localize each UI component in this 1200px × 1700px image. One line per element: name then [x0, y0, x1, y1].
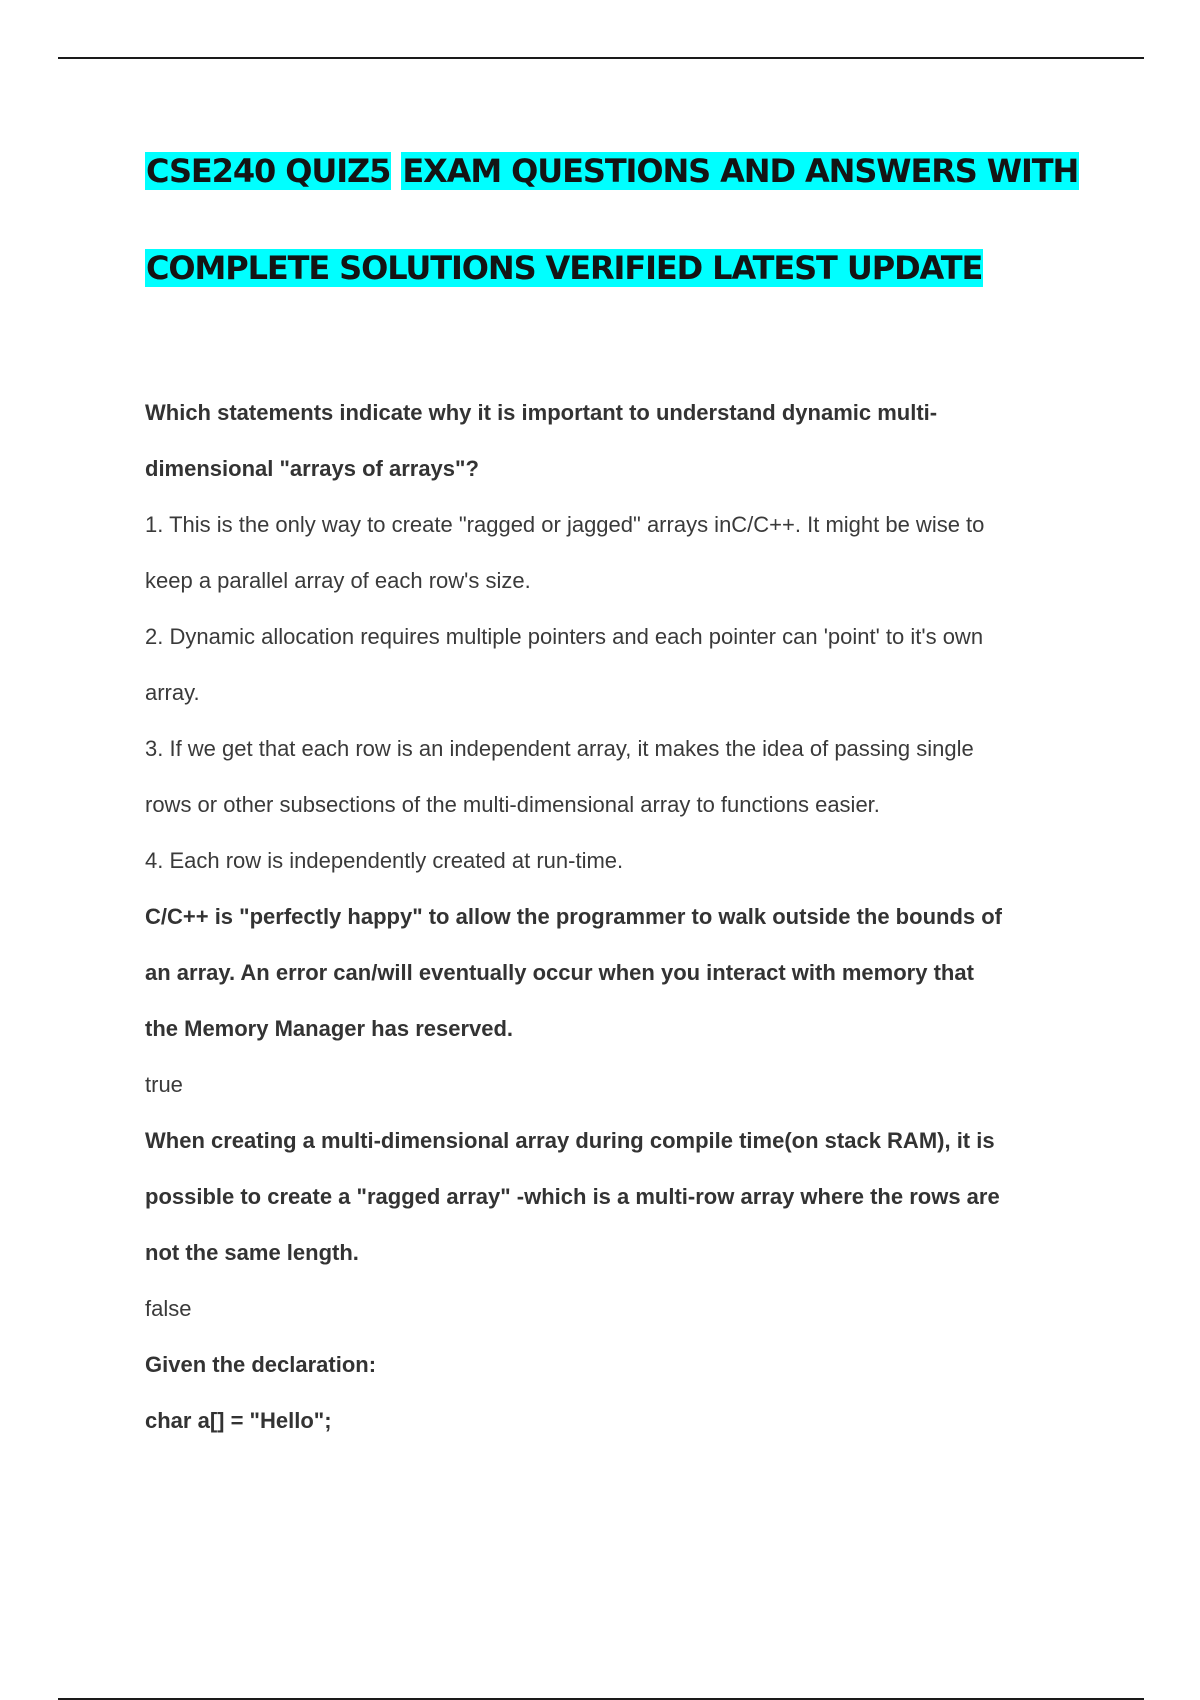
- text-line: C/C++ is "perfectly happy" to allow the programmer to walk outside the bounds of: [145, 904, 1002, 929]
- document-body: [145, 385, 1095, 1449]
- top-rule: [58, 57, 1144, 59]
- document-title-line-1: [145, 146, 1145, 196]
- text-line: rows or other subsections of the multi-dimensional array to functions easier.: [145, 792, 880, 817]
- text-line: not the same length.: [145, 1240, 359, 1265]
- text-line: Which statements indicate why it is important to understand dynamic multi-: [145, 400, 938, 425]
- text-line: 4. Each row is independently created at run-time.: [145, 848, 624, 873]
- document-title-line-2: [145, 243, 1145, 293]
- text-line: array.: [145, 680, 200, 705]
- text-line: Given the declaration:: [145, 1352, 377, 1377]
- text-line: an array. An error can/will eventually occur when you interact with memory that: [145, 960, 974, 985]
- text-line: possible to create a "ragged array" -which is a multi-row array where the rows are: [145, 1184, 1000, 1209]
- text-line: keep a parallel array of each row's size.: [145, 568, 531, 593]
- text-line: char a[] = "Hello";: [145, 1408, 332, 1433]
- text-line: 2. Dynamic allocation requires multiple pointers and each pointer can 'point' to it's own: [145, 624, 984, 649]
- text-line: When creating a multi-dimensional array during compile time(on stack RAM), it is: [145, 1128, 995, 1153]
- title-highlight-exam: EXAM QUESTIONS AND ANSWERS WITH: [402, 152, 1079, 190]
- text-line: 1. This is the only way to create "ragged or jagged" arrays inC/C++. It might be wise to: [145, 512, 985, 537]
- text-line: dimensional "arrays of arrays"?: [145, 456, 479, 481]
- title-highlight-solutions: COMPLETE SOLUTIONS VERIFIED LATEST UPDATE: [146, 249, 983, 287]
- text-line: false: [145, 1296, 192, 1321]
- title-highlight-course: CSE240 QUIZ5: [146, 152, 391, 190]
- text-line: the Memory Manager has reserved.: [145, 1016, 514, 1041]
- text-line: 3. If we get that each row is an independent array, it makes the idea of passing single: [145, 736, 974, 761]
- text-line: true: [145, 1072, 183, 1097]
